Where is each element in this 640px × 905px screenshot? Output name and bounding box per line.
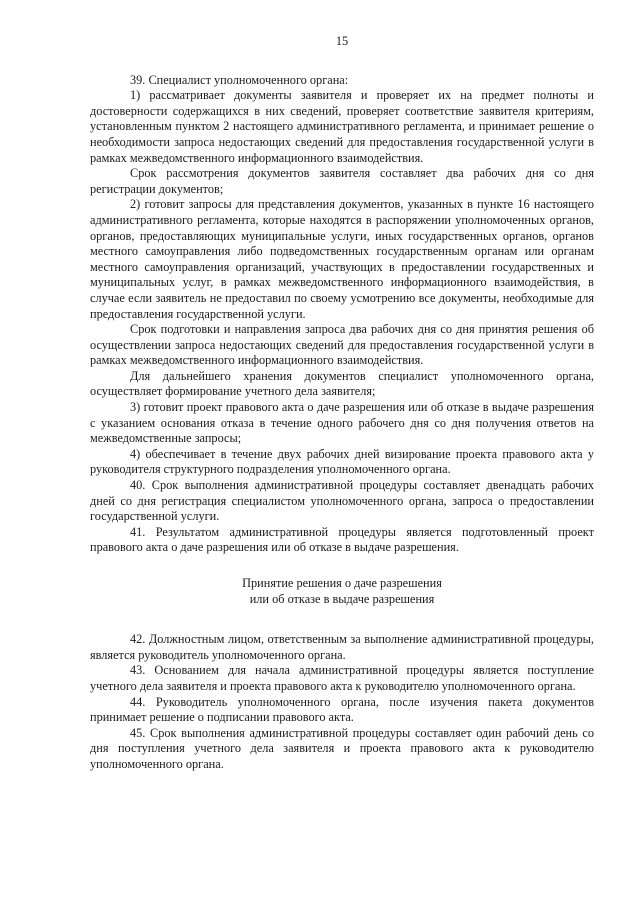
paragraph-39-item-3: 3) готовит проект правового акта о даче разрешения или об отказе в выдаче разрешения с указанием основания отказа в течение одного рабочего дня со дня получения ответов на межведомственные запросы; [90, 400, 594, 446]
paragraph-45: 45. Срок выполнения административной процедуры составляет один рабочий день со дня поступления учетного дела заявителя и проекта правового акта к руководителю уполномоченного органа. [90, 725, 594, 771]
paragraph-39-item-4: 4) обеспечивает в течение двух рабочих дней визирование проекта правового акта у руководителя структурного подразделения уполномоченного органа. [90, 446, 594, 477]
section-heading-line-1: Принятие решения о даче разрешения [242, 576, 442, 590]
paragraph-41: 41. Результатом административной процедуры является подготовленный проект правового акта о даче разрешения или об отказе в выдаче разрешения. [90, 524, 594, 555]
paragraph-39-item-2-term: Срок подготовки и направления запроса два рабочих дня со дня принятия решения об осуществлении запроса недостающих сведений для предоставления государственной услуги в рамках межведомственного информационного взаимодействия. [90, 322, 594, 368]
paragraph-39: 39. Специалист уполномоченного органа: [130, 72, 349, 87]
paragraph-44: 44. Руководитель уполномоченного органа, после изучения пакета документов принимает решение о подписании правового акта. [90, 694, 594, 725]
paragraph-39-item-2: 2) готовит запросы для представления документов, указанных в пункте 16 настоящего административного регламента, которые находятся в распоряжении уполномоченных органов, органов, предоставляющих муниципальные услуги, иных государственных органов, органов местного самоуправления либо подведомственных государственным органам или органам местного самоуправления организаций, участвующих в предоставлении государственных и муниципальных услуг, в рамках межведомственного информационного взаимодействия, в случае если заявитель не предоставил по своему усмотрению все документы, необходимые для предоставления государственной услуги. [90, 197, 594, 321]
section-heading [90, 576, 594, 607]
paragraph-43: 43. Основанием для начала административной процедуры является поступление учетного дела заявителя и проекта правового акта к руководителю уполномоченного органа. [90, 663, 594, 693]
paragraph-40: 40. Срок выполнения административной процедуры составляет двенадцать рабочих дней со дня регистрация специалистом уполномоченного органа, запроса о предоставлении государственной услуги. [90, 478, 594, 524]
page-number: 15 [335, 34, 349, 48]
paragraph-42: 42. Должностным лицом, ответственным за выполнение административной процедуры, является руководитель уполномоченного органа. [90, 632, 594, 662]
section-heading-line-2: или об отказе в выдаче разрешения [249, 591, 435, 606]
paragraph-39-storage: Для дальнейшего хранения документов специалист уполномоченного органа, осуществляет формирование учетного дела заявителя; [90, 368, 594, 399]
paragraph-39-item-1: 1) рассматривает документы заявителя и проверяет их на предмет полноты и достоверности содержащихся в них сведений, проверяет соответствие заявителя критериям, установленным пунктом 2 настоящего административного регламента, и принимает решение о необходимости запроса недостающих сведений для предоставления государственной услуги в рамках межведомственного информационного взаимодействия. [90, 88, 594, 165]
paragraph-39-item-1-term: Срок рассмотрения документов заявителя составляет два рабочих дня со дня регистрации документов; [90, 166, 594, 196]
